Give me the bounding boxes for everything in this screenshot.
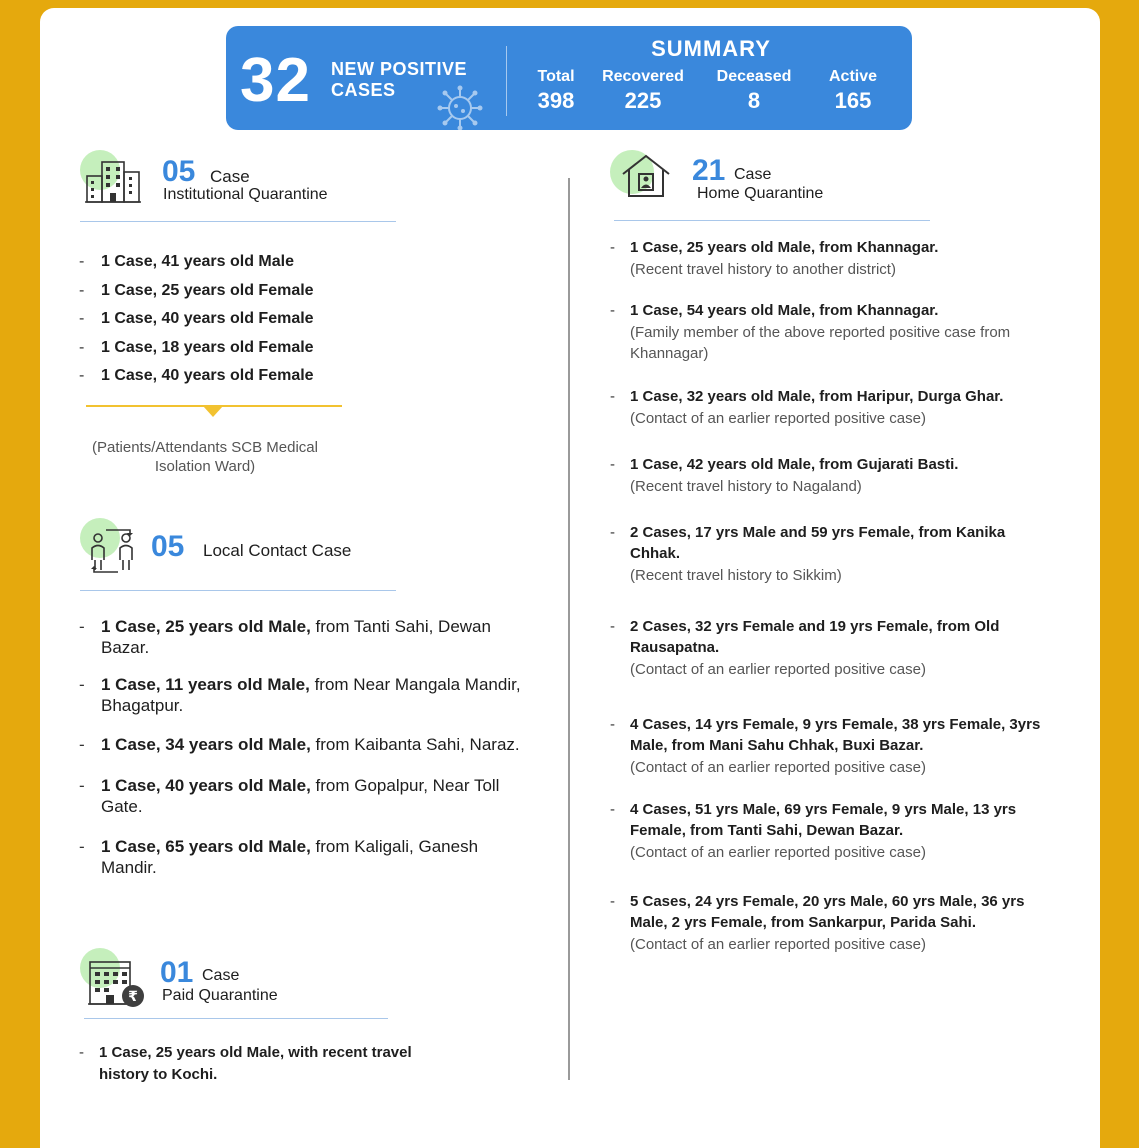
institutional-rule <box>80 221 396 222</box>
stat-active-label: Active <box>828 68 878 85</box>
paid-count: 01 <box>160 956 194 989</box>
home-case-word: Case <box>734 166 772 183</box>
home-count: 21 <box>692 154 726 187</box>
local-count: 05 <box>151 530 185 563</box>
list-item: - 2 Cases, 32 yrs Female and 19 yrs Female, from Old Rausapatna. (Contact of an earlier reported positive case) <box>610 616 1055 680</box>
list-item: - 1 Case, 18 years old Female <box>79 337 379 358</box>
list-item: - 1 Case, 65 years old Male, from Kaligali, Ganesh Mandir. <box>79 836 529 878</box>
summary-banner <box>226 26 912 130</box>
people-contact-icon <box>80 518 140 574</box>
stat-recovered-value: 225 <box>624 88 662 113</box>
list-item: - 1 Case, 25 years old Female <box>79 280 379 301</box>
svg-text:₹: ₹ <box>128 989 138 1005</box>
list-item: - 1 Case, 32 years old Male, from Haripur, Durga Ghar. (Contact of an earlier reported positive case) <box>610 386 1055 429</box>
paid-case-word: Case <box>202 967 240 984</box>
home-list <box>610 237 1055 955</box>
institutional-title: Institutional Quarantine <box>163 186 328 203</box>
home-rule <box>614 220 930 221</box>
stat-total-label: Total <box>537 68 575 85</box>
virus-icon <box>432 82 488 130</box>
stat-recovered <box>596 68 690 114</box>
stat-total-value: 398 <box>537 88 575 113</box>
stat-active-value: 165 <box>834 88 872 113</box>
stat-total <box>526 68 586 114</box>
local-list <box>79 616 529 878</box>
banner-divider <box>506 46 507 116</box>
list-item: - 4 Cases, 51 yrs Male, 69 yrs Female, 9 yrs Male, 13 yrs Female, from Tanti Sahi, Dewan Bazar. (Contact of an earlier reported positive case) <box>610 799 1055 863</box>
new-cases-label-line2: CASES <box>331 80 396 100</box>
paid-rule <box>84 1018 388 1019</box>
local-rule <box>80 590 396 591</box>
list-item: - 1 Case, 54 years old Male, from Khannagar. (Family member of the above reported positive case from Khannagar) <box>610 300 1055 364</box>
paid-title: Paid Quarantine <box>162 987 278 1004</box>
summary-title: SUMMARY <box>651 36 771 61</box>
stat-recovered-label: Recovered <box>602 68 684 85</box>
institutional-note: (Patients/Attendants SCB Medical Isolation Ward) <box>92 439 318 475</box>
home-icon <box>610 148 674 204</box>
list-item: - 2 Cases, 17 yrs Male and 59 yrs Female, from Kanika Chhak. (Recent travel history to Sikkim) <box>610 522 1055 586</box>
yellow-pointer <box>203 406 223 417</box>
new-cases-count: 32 <box>240 46 311 115</box>
paid-list <box>79 1042 459 1086</box>
list-item: - 1 Case, 25 years old Male, from Khannagar. (Recent travel history to another district) <box>610 237 1055 280</box>
building-icon <box>80 150 144 204</box>
hotel-rupee-icon <box>80 948 150 1010</box>
list-item: - 1 Case, 40 years old Female <box>79 365 379 386</box>
local-title: Local Contact Case <box>203 541 352 560</box>
new-cases-label-line1: NEW POSITIVE <box>331 59 468 79</box>
list-item: - 1 Case, 25 years old Male, from Tanti Sahi, Dewan Bazar. <box>79 616 529 658</box>
stat-active <box>818 68 888 114</box>
institutional-case-word: Case <box>210 167 250 186</box>
list-item: - 1 Case, 34 years old Male, from Kaibanta Sahi, Naraz. <box>79 734 529 755</box>
list-item: - 1 Case, 40 years old Female <box>79 308 379 329</box>
list-item: - 1 Case, 42 years old Male, from Gujarati Basti. (Recent travel history to Nagaland) <box>610 454 1055 497</box>
stat-deceased-value: 8 <box>747 88 761 113</box>
list-item: - 1 Case, 40 years old Male, from Gopalpur, Near Toll Gate. <box>79 775 529 817</box>
stat-deceased-label: Deceased <box>716 68 792 85</box>
list-item: - 1 Case, 25 years old Male, with recent travel history to Kochi. <box>79 1042 459 1086</box>
institutional-count: 05 <box>162 155 196 188</box>
list-item: - 1 Case, 11 years old Male, from Near Mangala Mandir, Bhagatpur. <box>79 674 529 716</box>
list-item: - 5 Cases, 24 yrs Female, 20 yrs Male, 60 yrs Male, 36 yrs Male, 2 yrs Female, from Sankarpur, Parida Sahi. (Contact of an earlier reported positive case) <box>610 891 1055 955</box>
list-item: - 4 Cases, 14 yrs Female, 9 yrs Female, 38 yrs Female, 3yrs Male, from Mani Sahu Chhak, Buxi Bazar. (Contact of an earlier reported positive case) <box>610 714 1055 778</box>
institutional-list <box>79 251 379 386</box>
stat-deceased <box>708 68 800 114</box>
home-title: Home Quarantine <box>697 185 824 202</box>
list-item: - 1 Case, 41 years old Male <box>79 251 379 272</box>
column-divider <box>568 178 570 1080</box>
